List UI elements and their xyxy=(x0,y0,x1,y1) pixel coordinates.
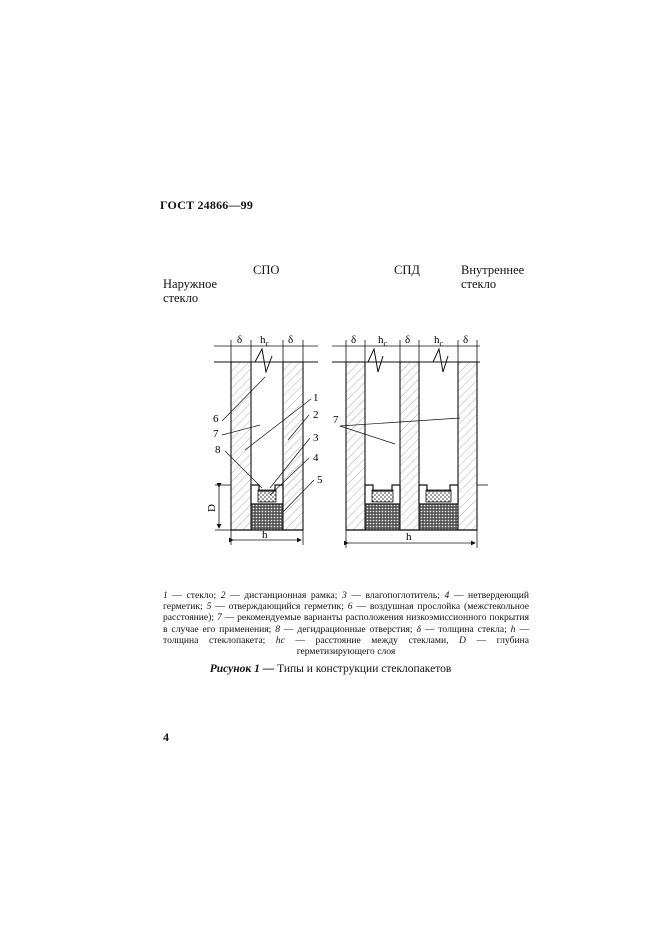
legend-key: 5 xyxy=(206,601,212,613)
glass-pane xyxy=(458,362,477,530)
callout-4: 4 xyxy=(313,452,319,464)
callout-2: 2 xyxy=(313,409,319,421)
dim-delta: δ xyxy=(237,334,243,346)
legend-text: — рекомендуемые варианты расположения низкоэмиссионного покрытия в случае его применения; xyxy=(163,612,529,635)
legend-key: 3 xyxy=(342,590,347,601)
desiccant xyxy=(372,490,393,502)
glass-pane xyxy=(400,362,419,530)
glass-pane xyxy=(283,362,303,530)
dim-h: h xyxy=(406,531,412,543)
document-header: ГОСТ 24866—99 xyxy=(160,198,254,212)
legend-text: — толщина стеклопакета; xyxy=(163,623,529,646)
callout-8: 8 xyxy=(215,444,221,456)
glass-pane xyxy=(231,362,251,530)
legend-key: hс xyxy=(275,634,285,646)
dim-delta: δ xyxy=(405,334,411,346)
dim-D: D xyxy=(206,504,218,512)
desiccant xyxy=(426,490,451,502)
sealant xyxy=(419,504,458,530)
legend-key: h xyxy=(510,623,516,635)
dim-delta: δ xyxy=(351,334,357,346)
legend-key: 7 xyxy=(216,612,222,624)
dim-h: h xyxy=(262,529,268,541)
legend-text: — расстояние между стеклами, xyxy=(284,634,460,646)
legend-key: 8 xyxy=(275,623,281,635)
callout-7-spd: 7 xyxy=(333,414,339,426)
legend-key: D xyxy=(459,634,466,646)
callout-3: 3 xyxy=(313,432,319,444)
dim-hc: $h_c$ xyxy=(260,334,270,348)
legend-text: — дистанционная рамка; xyxy=(225,590,342,601)
spo-label: СПО xyxy=(253,263,280,277)
glass-pane xyxy=(346,362,365,530)
figure-legend xyxy=(163,590,529,657)
legend-text: — стекло; xyxy=(167,590,221,601)
legend-text: — воздушная прослойка (межстекольное расстояние); xyxy=(163,601,530,624)
sealant xyxy=(251,504,283,530)
legend-text: — нетвердеющий герметик; xyxy=(163,590,530,613)
inner-glass-label: Внутреннее стекло xyxy=(461,263,525,291)
dim-delta: δ xyxy=(463,334,469,346)
legend-key: 4 xyxy=(444,590,450,601)
legend-key: 6 xyxy=(347,601,353,613)
figure-title-text: Типы и конструкции стеклопакетов xyxy=(274,663,452,675)
legend-key: 1 xyxy=(163,590,168,601)
spo-unit xyxy=(206,334,323,545)
dim-delta: δ xyxy=(288,334,294,346)
legend-text: — глубина герметизирующего слоя xyxy=(296,634,529,658)
legend-text: — влагопоглотитель; xyxy=(346,590,445,601)
callout-5: 5 xyxy=(317,474,323,486)
legend-text: — толщина стекла; xyxy=(420,623,511,635)
legend-key: 2 xyxy=(220,590,226,601)
dim-hc: $h_c$ xyxy=(434,334,444,348)
sealant xyxy=(365,504,400,530)
legend-text: — отверждающийся герметик; xyxy=(211,601,348,613)
callout-1: 1 xyxy=(313,392,319,404)
outer-glass-label: Наружное стекло xyxy=(163,277,218,305)
figure-title xyxy=(0,663,661,675)
spd-label: СПД xyxy=(394,263,420,277)
dim-hc: $h_c$ xyxy=(378,334,388,348)
spd-unit xyxy=(332,334,488,548)
legend-text: — дегидрационные отверстия; xyxy=(280,623,417,635)
callout-6: 6 xyxy=(213,413,219,425)
legend-key: δ xyxy=(416,623,421,635)
callout-7: 7 xyxy=(213,428,219,440)
page-number: 4 xyxy=(163,730,169,744)
figure-title-number: Рисунок 1 — xyxy=(209,663,275,675)
